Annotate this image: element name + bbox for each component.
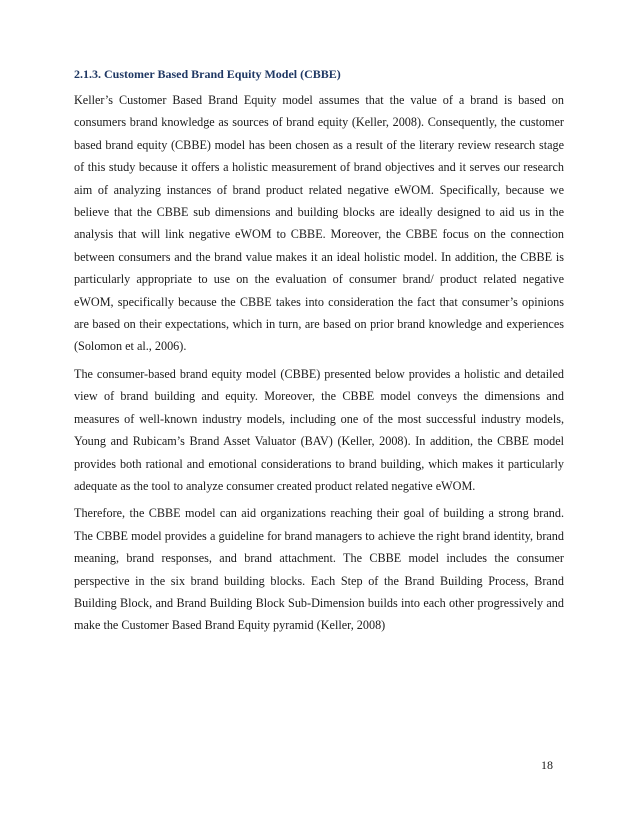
document-page — [74, 66, 564, 642]
paragraph-2: The consumer-based brand equity model (CBBE) presented below provides a holistic and detailed view of brand building and equity. Moreover, the CBBE model conveys the dimensions and measures of well-known industry models, including one of the most successful industry models, Young and Rubicam’s Brand Asset Valuator (BAV) (Keller, 2008). In addition, the CBBE model provides both rational and emotional considerations to brand building, which makes it particularly adequate as the tool to analyze consumer created product related negative eWOM. — [74, 366, 564, 493]
page-number: 18 — [541, 758, 553, 772]
paragraph-1: Keller’s Customer Based Brand Equity model assumes that the value of a brand is based on consumers brand knowledge as sources of brand equity (Keller, 2008). Consequently, the customer based brand equity (CBBE) model has been chosen as a result of the literary review research stage of this study because it offers a holistic measurement of brand objectives and it serves our research aim of analyzing instances of brand product related negative eWOM. Specifically, because we believe that the CBBE sub dimensions and building blocks are ideally designed to aid us in the analysis that will link negative eWOM to CBBE. Moreover, the CBBE focus on the connection between consumers and the brand value makes it an ideal holistic model. In addition, the CBBE is particularly appropriate to use on the evaluation of consumer brand/ product related negative eWOM, specifically because the CBBE takes into consideration the fact that consumer’s opinions are based on their expectations, which in turn, are based on prior brand knowledge and experiences (Solomon et al., 2006). — [74, 93, 564, 354]
paragraph-3: Therefore, the CBBE model can aid organizations reaching their goal of building a strong brand. The CBBE model provides a guideline for brand managers to achieve the right brand identity, brand meaning, brand responses, and brand attachment. The CBBE model includes the consumer perspective in the six brand building blocks. Each Step of the Brand Building Process, Brand Building Block, and Brand Building Block Sub-Dimension builds into each other progressively and make the Customer Based Brand Equity pyramid (Keller, 2008) — [74, 506, 564, 633]
section-heading: 2.1.3. Customer Based Brand Equity Model (CBBE) — [74, 67, 341, 81]
